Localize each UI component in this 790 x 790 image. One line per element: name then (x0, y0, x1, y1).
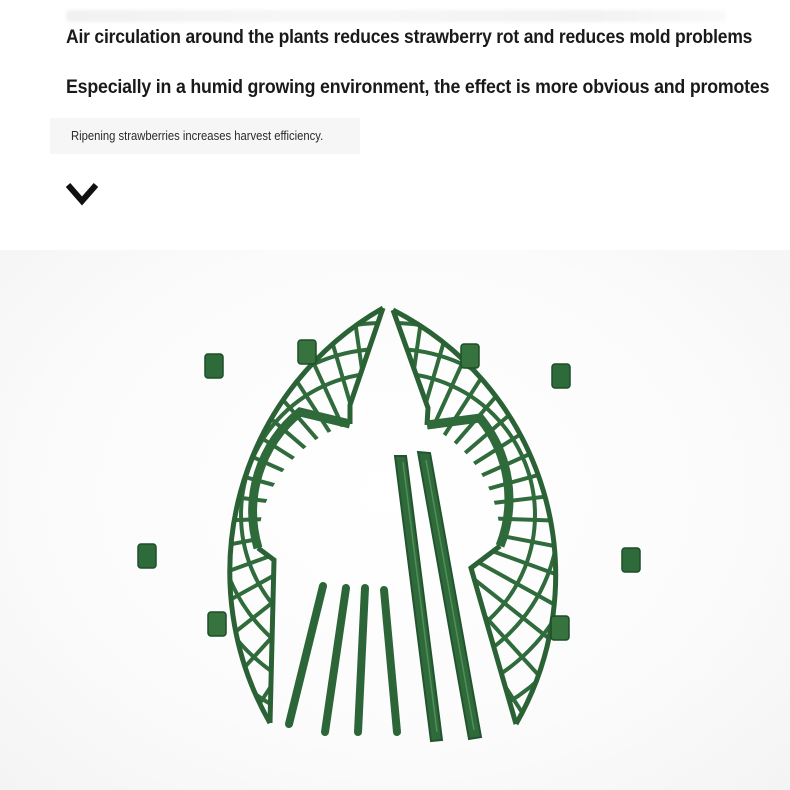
peg-8 (551, 616, 569, 640)
short-stake-3 (358, 588, 365, 732)
product-photo (0, 250, 790, 790)
short-stakes (289, 586, 397, 732)
peg-7 (622, 548, 640, 572)
peg-4 (208, 612, 226, 636)
strawberry-support-frames-illustration (0, 250, 790, 790)
chevron-down-icon (66, 182, 98, 210)
long-stakes (395, 452, 481, 741)
short-stake-2 (325, 588, 346, 732)
peg-2 (298, 340, 316, 364)
headline-line-1: Air circulation around the plants reduces strawberry rot and reduces mold problems (66, 27, 753, 48)
peg-1 (205, 354, 223, 378)
left-support-frame (92, 250, 667, 790)
faded-text-strip (66, 10, 726, 22)
peg-3 (138, 544, 156, 568)
peg-6 (552, 364, 570, 388)
short-stake-1 (289, 586, 323, 724)
headline-line-2: Especially in a humid growing environment, the effect is more obvious and promotes (66, 77, 770, 98)
short-stake-4 (384, 590, 397, 732)
headline-line-3: Ripening strawberries increases harvest efficiency. (71, 129, 324, 143)
text-panel (0, 0, 790, 250)
peg-5 (461, 344, 479, 368)
